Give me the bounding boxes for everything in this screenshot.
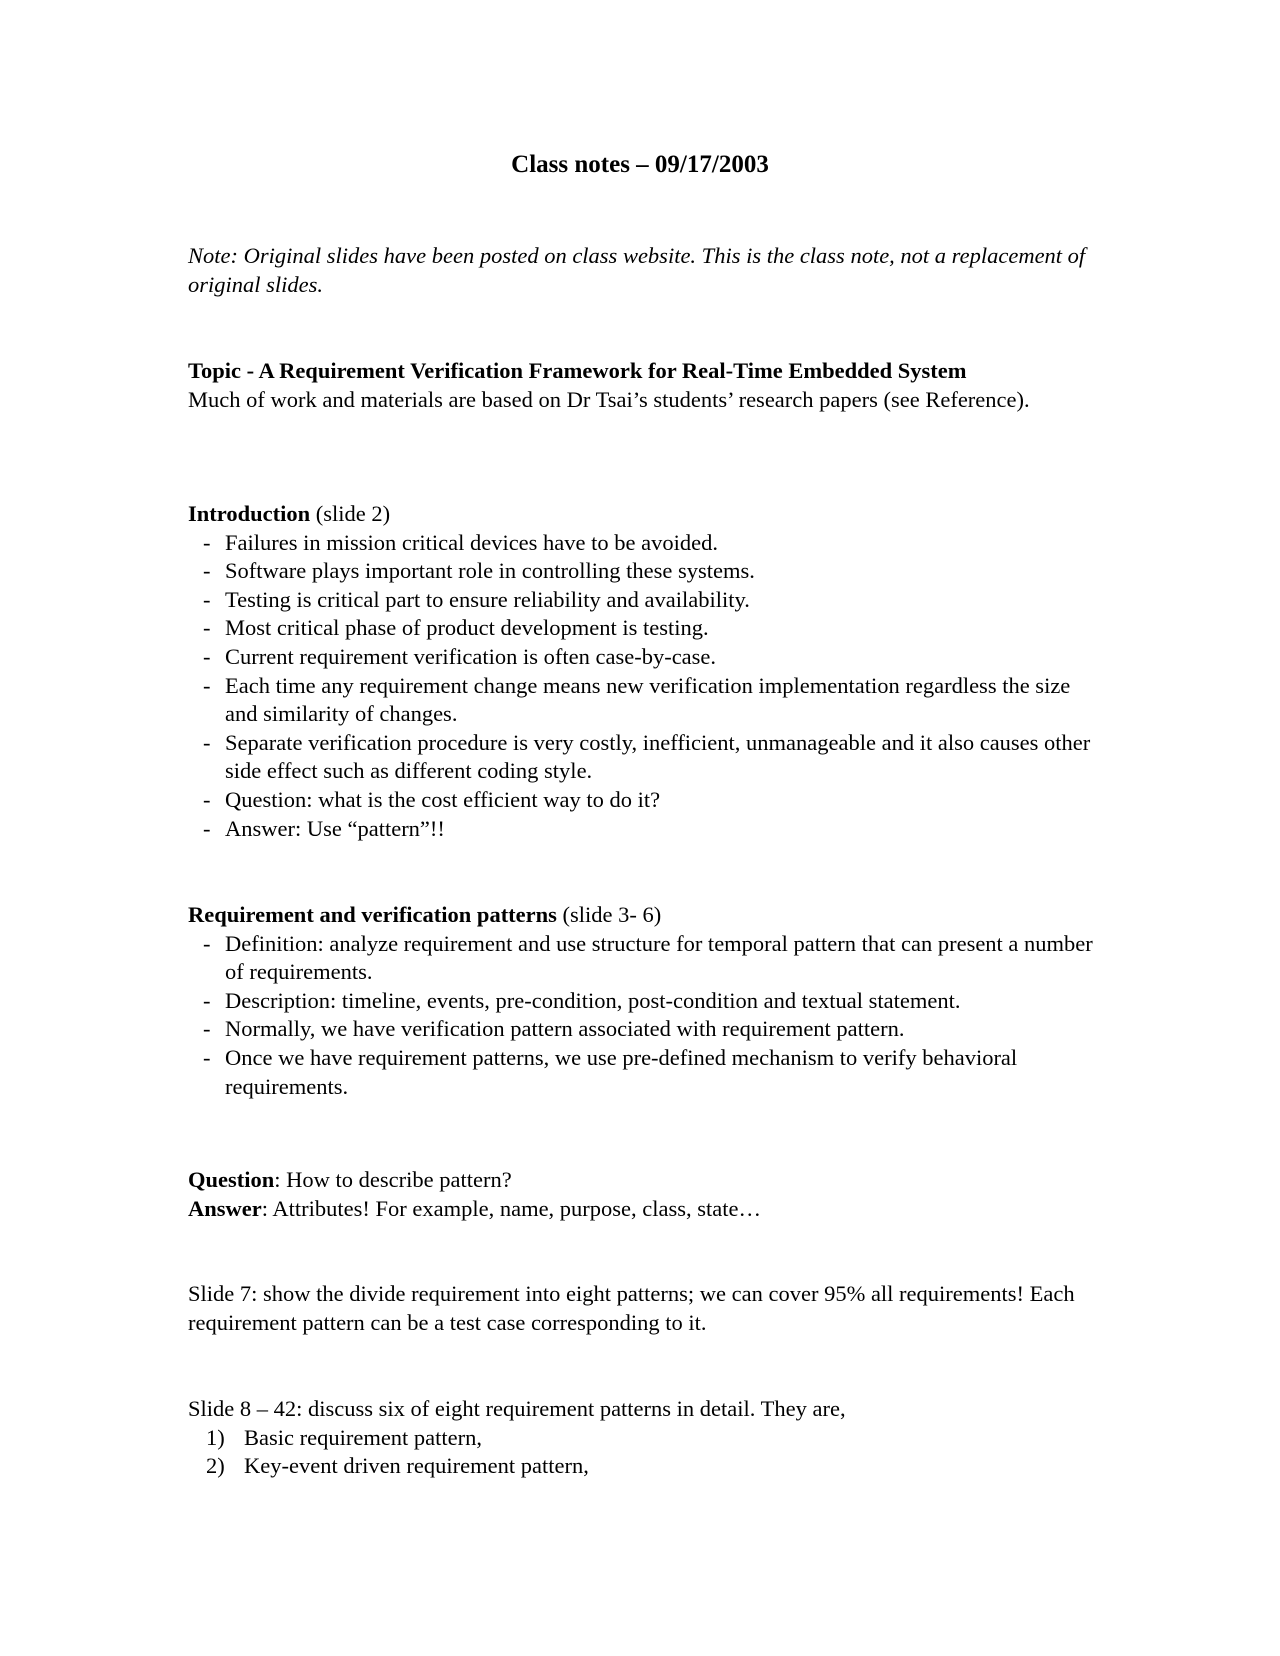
introduction-heading-line xyxy=(188,500,1108,529)
patterns-heading: Requirement and verification patterns xyxy=(188,902,557,927)
introduction-heading: Introduction xyxy=(188,501,311,526)
patterns-heading-line xyxy=(188,901,1108,930)
list-item: - Failures in mission critical devices have to be avoided. xyxy=(203,529,718,555)
list-item: - Software plays important role in controlling these systems. xyxy=(203,558,755,584)
list-item: - Each time any requirement change means new verification implementation regardless the size and similarity of changes. xyxy=(203,672,1071,727)
patterns-list xyxy=(188,930,1108,1102)
answer-line xyxy=(188,1195,1108,1224)
answer-label: Answer xyxy=(188,1195,262,1221)
list-item: 2) Key-event driven requirement pattern, xyxy=(206,1453,589,1479)
list-item: 1) Basic requirement pattern, xyxy=(206,1424,483,1450)
list-item: - Question: what is the cost efficient way to do it? xyxy=(203,786,661,812)
list-item: - Current requirement verification is often case-by-case. xyxy=(203,643,717,669)
slide7-paragraph: Slide 7: show the divide requirement into eight patterns; we can cover 95% all requirements! Each requirement pattern can be a test case corresponding to it. xyxy=(188,1281,1075,1335)
list-item: - Definition: analyze requirement and use structure for temporal pattern that can present a number of requirements. xyxy=(203,930,1093,985)
topic-section xyxy=(188,357,1108,414)
patterns-section xyxy=(188,901,1108,1101)
introduction-slide-ref: (slide 2) xyxy=(310,501,391,526)
question-line xyxy=(188,1166,1108,1195)
list-item: - Once we have requirement patterns, we use pre-defined mechanism to verify behavioral requirements. xyxy=(203,1044,1018,1099)
note-paragraph: Note: Original slides have been posted on class website. This is the class note, not a replacement of original slides. xyxy=(188,243,1086,297)
slide8-intro: Slide 8 – 42: discuss six of eight requirement patterns in detail. They are, xyxy=(188,1396,846,1421)
question-text: : How to describe pattern? xyxy=(274,1167,512,1192)
page-title: Class notes – 09/17/2003 xyxy=(511,151,769,178)
slide8-list xyxy=(188,1424,1108,1481)
list-item: - Description: timeline, events, pre-condition, post-condition and textual statement. xyxy=(203,987,961,1013)
introduction-section xyxy=(188,500,1108,843)
patterns-slide-ref: (slide 3- 6) xyxy=(556,902,662,927)
topic-body: Much of work and materials are based on Dr Tsai’s students’ research papers (see Reference). xyxy=(188,386,1030,412)
question-label: Question xyxy=(188,1167,275,1192)
list-item: - Separate verification procedure is very costly, inefficient, unmanageable and it also causes other side effect such as different coding style. xyxy=(203,729,1091,784)
list-item: - Normally, we have verification pattern associated with requirement pattern. xyxy=(203,1016,905,1042)
answer-text: : Attributes! For example, name, purpose, class, state… xyxy=(261,1195,762,1221)
topic-heading: Topic - A Requirement Verification Framework for Real-Time Embedded System xyxy=(188,358,967,383)
qa-section xyxy=(188,1166,1108,1223)
list-item: - Most critical phase of product development is testing. xyxy=(203,615,709,641)
introduction-list xyxy=(188,529,1108,844)
list-item: - Testing is critical part to ensure reliability and availability. xyxy=(203,586,750,612)
list-item: - Answer: Use “pattern”!! xyxy=(203,815,445,841)
slide8-section xyxy=(188,1395,1108,1481)
